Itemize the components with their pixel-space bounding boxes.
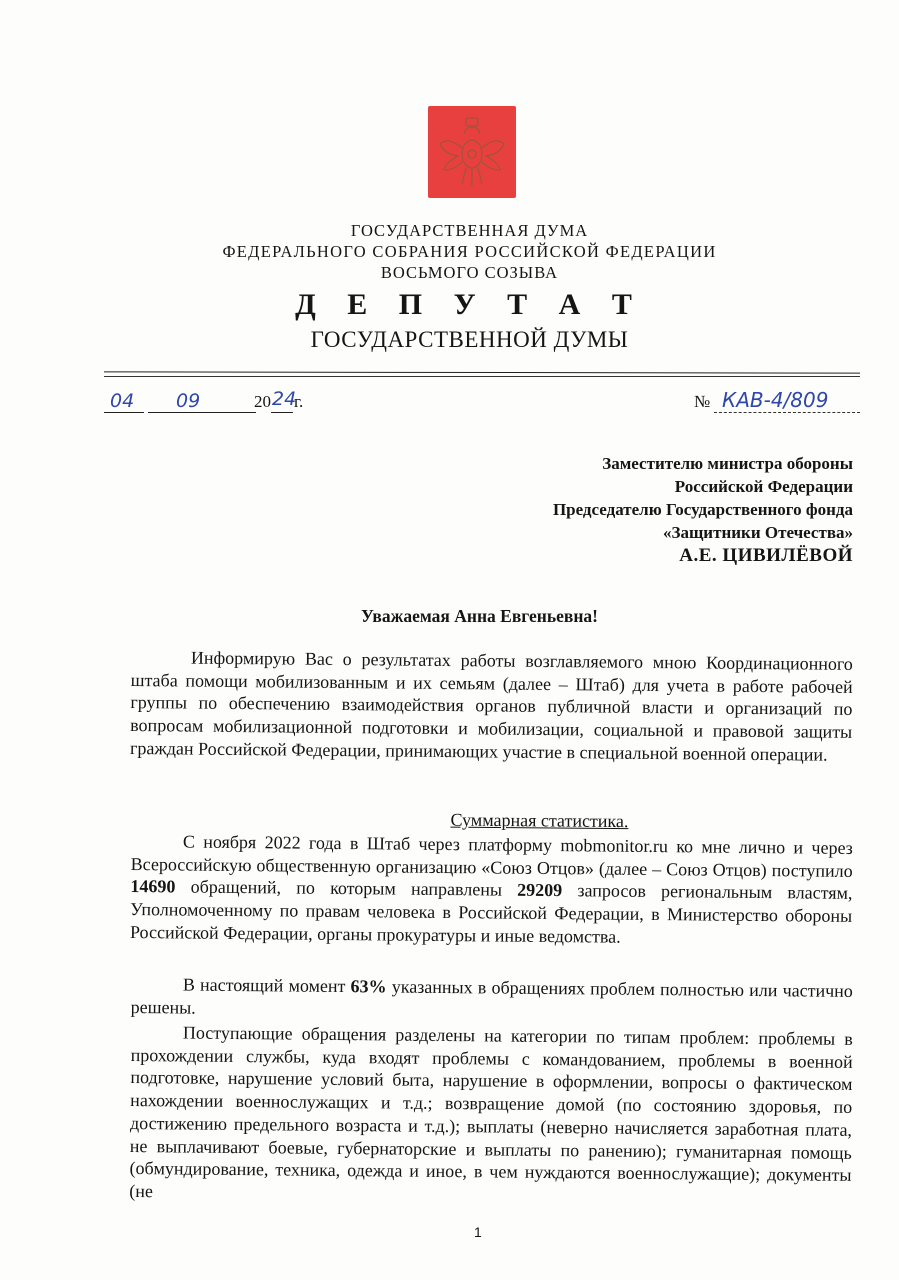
date-day: 04 bbox=[110, 390, 135, 412]
date-year-prefix: 20 bbox=[254, 392, 271, 411]
paragraph-categories: Поступающие обращения разделены на категории по типам проблем: проблемы в прохождении службы, куда входят проблемы с командованием, проблемы в военной подготовке, нарушение условий быта, нарушение в оформлении, вопросы о фактическом нахождении военнослужащих и т.д.; возвращение домой (по состоянию здоровья, по достижению предельного возраста и т.д.); выплаты (неверно начисляется заработная плата, не выплачивают боевые, губернаторские и выплаты по ранению); гуманитарная помощь (обмундирование, техника, одежда и иное, в чем нуждаются военнослужащие); документы (не bbox=[129, 1022, 853, 1202]
org-line-2: ФЕДЕРАЛЬНОГО СОБРАНИЯ РОССИЙСКОЙ ФЕДЕРАЦИИ bbox=[222, 242, 717, 261]
appeals-count: 14690 bbox=[130, 876, 176, 897]
header-divider bbox=[104, 371, 860, 373]
date-month: 09 bbox=[176, 390, 201, 412]
paragraph-resolved bbox=[131, 973, 853, 1025]
page-number: 1 bbox=[474, 1224, 482, 1240]
letterhead-title: Д Е П У Т А Т bbox=[295, 288, 644, 321]
state-emblem-icon bbox=[428, 106, 516, 198]
paragraph-text: запросов региональным властям, Уполномоченному по правам человека в Российской Федерации, в Министерство обороны Российской Федерации, органы прокуратуры и иные ведомства. bbox=[129, 880, 853, 947]
salutation: Уважаемая Анна Евгеньевна! bbox=[361, 606, 598, 626]
date-underline bbox=[104, 412, 144, 413]
reference-underline bbox=[714, 412, 860, 413]
section-heading-text: Суммарная статистика. bbox=[450, 809, 629, 832]
date-underline bbox=[271, 412, 293, 413]
paragraph-text: В настоящий момент bbox=[182, 974, 351, 997]
resolved-percent: 63% bbox=[350, 976, 387, 997]
date-underline bbox=[148, 412, 256, 413]
paragraph-text: Информирую Вас о результатах работы возглавляемого мною Координационного штаба помощи мобилизованным и их семьям (далее – Штаб) для учета в работе рабочей группы по обеспечению взаимодействия органов публичной власти и организаций по вопросам мобилизационной подготовки и мобилизации, социальной и правовой защиты граждан Российской Федерации, принимающих участие в специальной военной операции. bbox=[129, 647, 853, 765]
number-sign: № bbox=[694, 392, 711, 411]
header-divider-thin bbox=[104, 376, 860, 377]
date-year: 24 bbox=[272, 388, 297, 410]
org-line-3: ВОСЬМОГО СОЗЫВА bbox=[380, 263, 559, 282]
paragraph-statistics bbox=[130, 830, 853, 950]
date-year-suffix: г. bbox=[294, 392, 304, 411]
addressee-line: Председателю Государственного фонда bbox=[552, 500, 853, 519]
addressee-name: А.Е. ЦИВИЛЁВОЙ bbox=[679, 545, 853, 566]
addressee-block bbox=[553, 452, 853, 567]
addressee-line: Российской Федерации bbox=[674, 477, 853, 496]
reference-number: КАВ-4/809 bbox=[722, 388, 829, 412]
paragraph-text: обращений, по которым направлены bbox=[175, 876, 518, 901]
paragraph-text: С ноября 2022 года в Штаб через платформу mobmonitor.ru ко мне лично и через Всероссийскую общественную организацию «Союз Отцов» (далее – Союз Отцов) поступило bbox=[130, 831, 853, 881]
letterhead-subtitle: ГОСУДАРСТВЕННОЙ ДУМЫ bbox=[310, 327, 629, 352]
paragraph-intro bbox=[130, 646, 853, 766]
org-line-1: ГОСУДАРСТВЕННАЯ ДУМА bbox=[350, 221, 589, 240]
addressee-line: «Защитники Отечества» bbox=[662, 523, 853, 542]
addressee-line: Заместителю министра обороны bbox=[602, 454, 853, 473]
paragraph-text: указанных в обращениях проблем полностью или частично решены. bbox=[130, 976, 853, 1018]
requests-count: 29209 bbox=[517, 880, 563, 901]
